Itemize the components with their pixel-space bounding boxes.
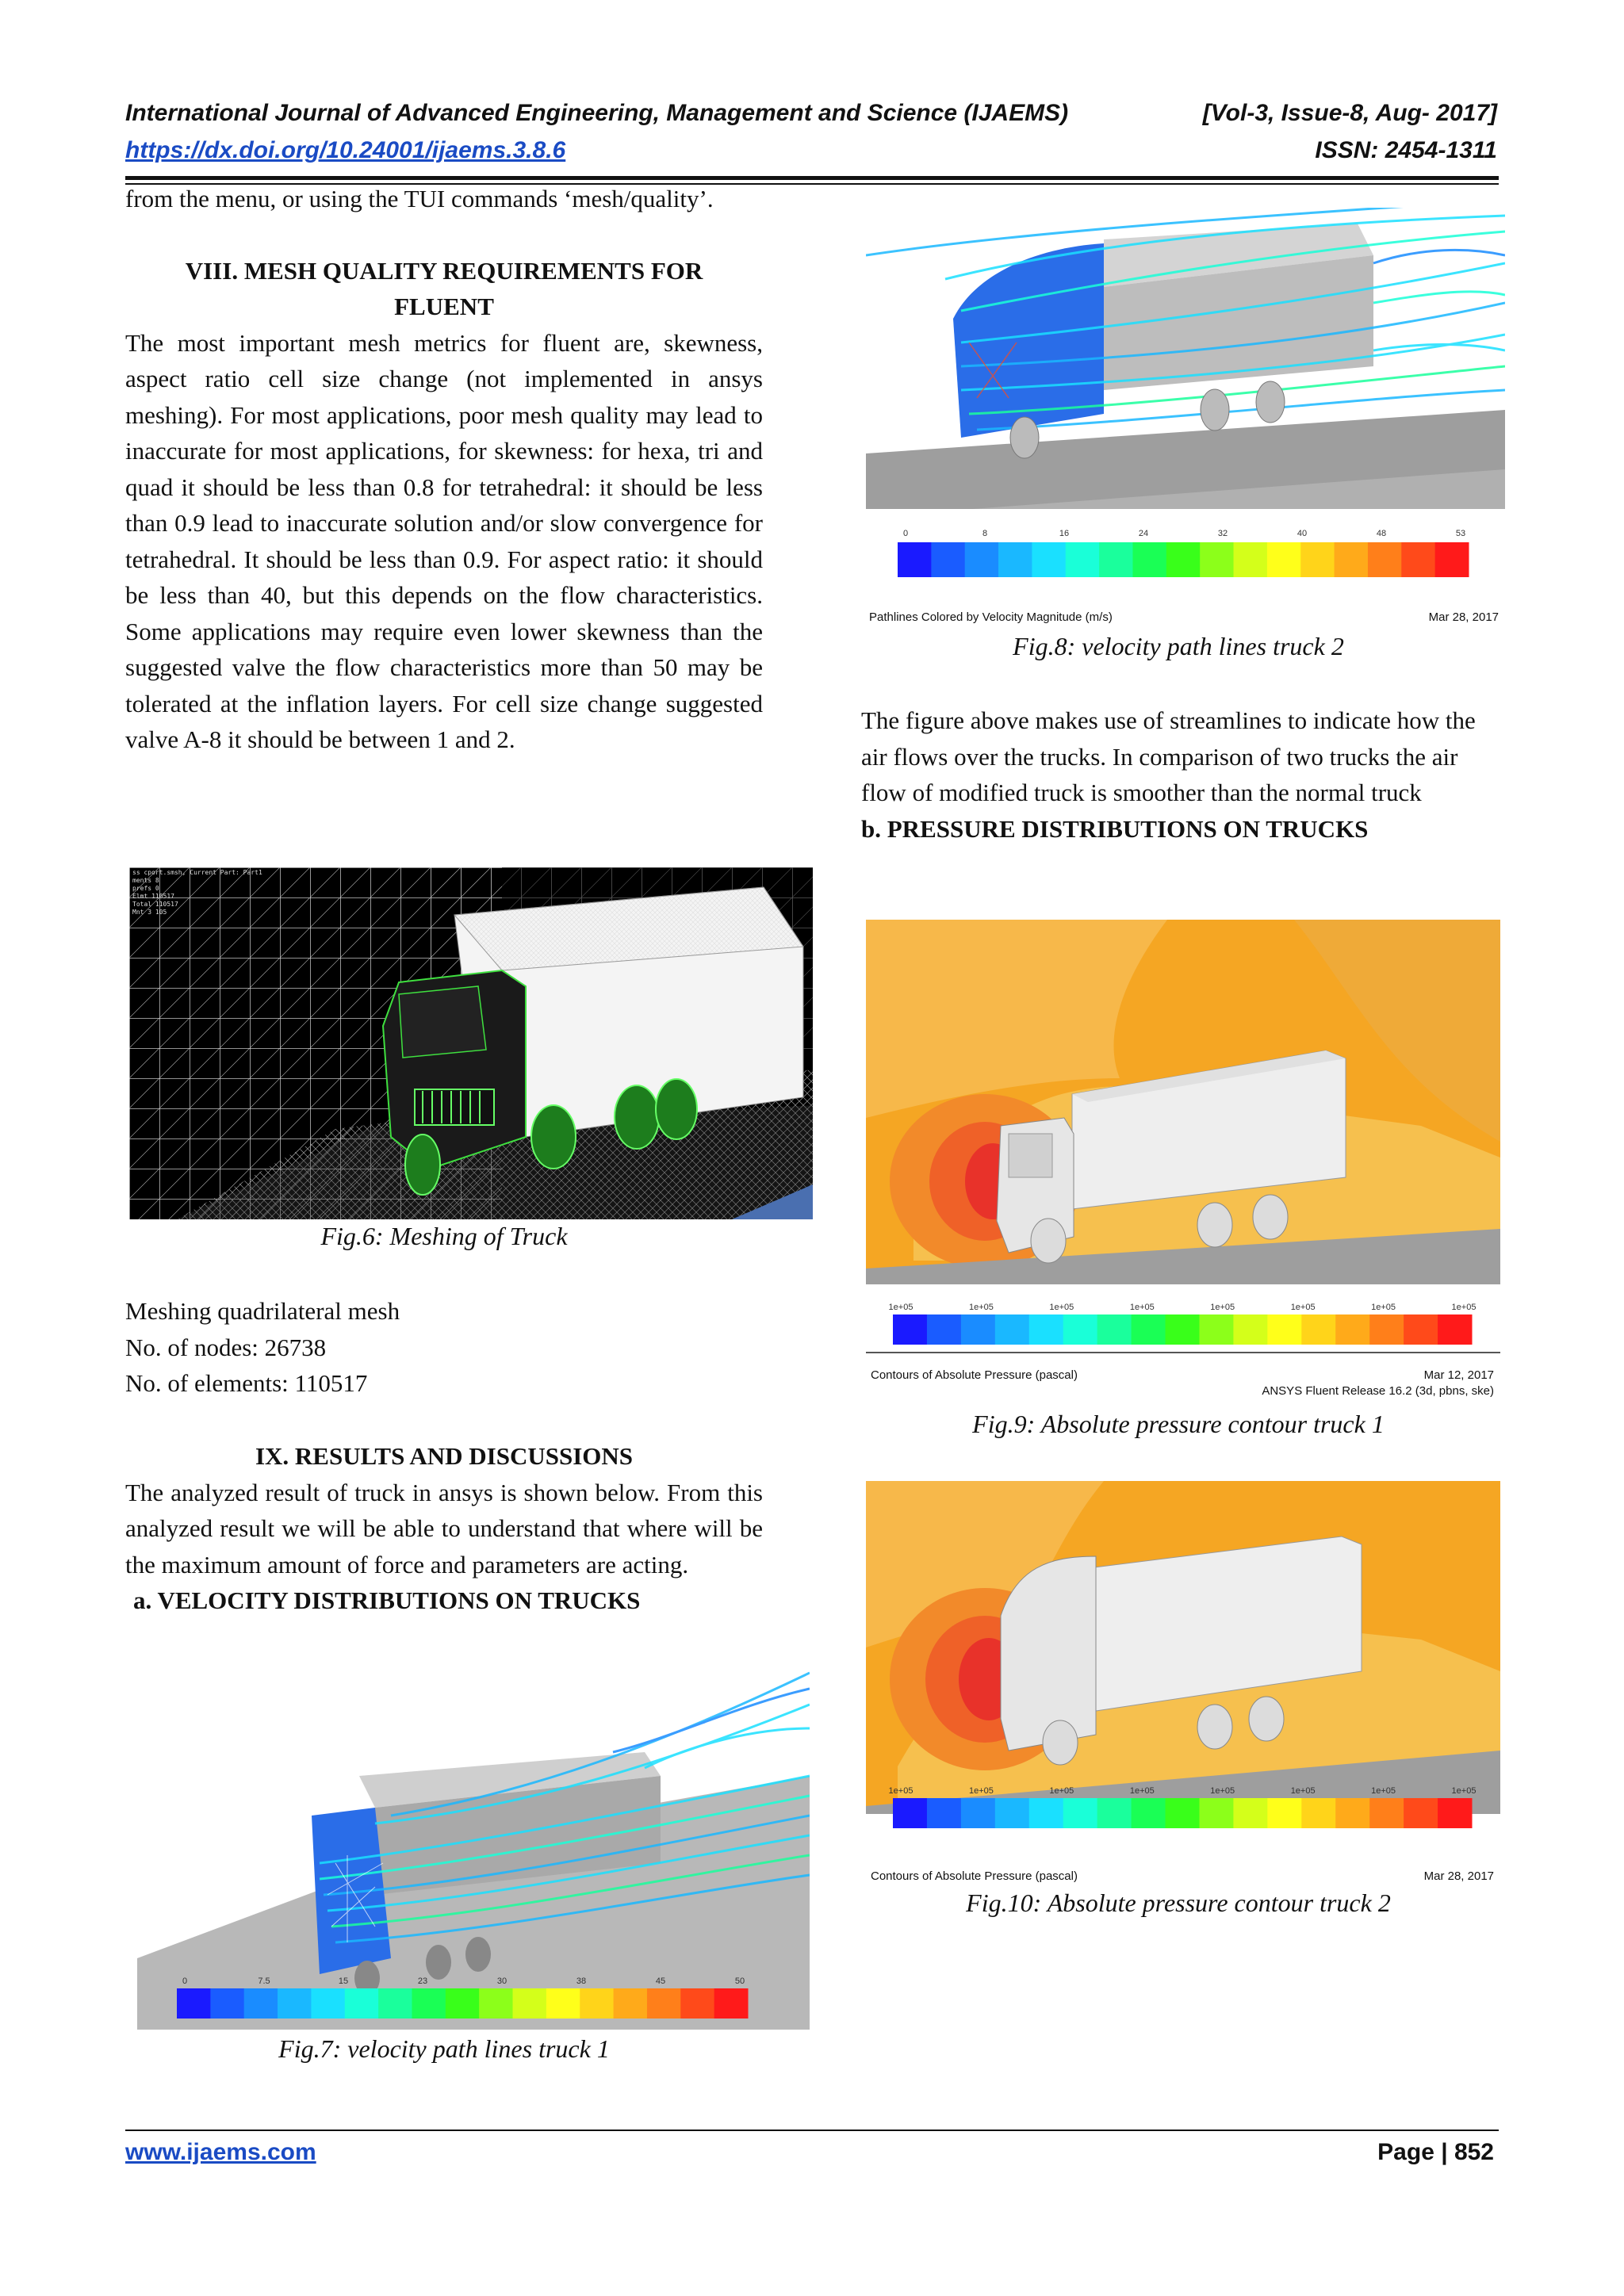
colorbar-segment — [614, 1988, 648, 2019]
colorbar-tick-label: 0 — [902, 529, 909, 538]
figure-8-velocity — [866, 208, 1505, 636]
colorbar-tick-label: 1e+05 — [1290, 1786, 1316, 1796]
colorbar-segment — [1438, 1314, 1472, 1345]
node-count: No. of nodes: 26738 — [125, 1333, 327, 1361]
colorbar-fig9 — [877, 1300, 1496, 1356]
colorbar-segment — [995, 1314, 1029, 1345]
colorbar-tick-label: 1e+05 — [1451, 1786, 1477, 1796]
colorbar-segment — [1200, 542, 1234, 577]
colorbar-segment — [1132, 1798, 1166, 1828]
colorbar-tick-label: 1e+05 — [1451, 1303, 1477, 1312]
colorbar-tick-label: 7.5 — [258, 1976, 270, 1986]
colorbar-segment — [1132, 542, 1166, 577]
colorbar-tick-label: 50 — [734, 1976, 745, 1986]
colorbar-segment — [1335, 1314, 1369, 1345]
figure-9-pressure — [866, 920, 1500, 1405]
colorbar-segment — [998, 542, 1032, 577]
colorbar-segment — [378, 1988, 412, 2019]
colorbar-segment — [1401, 542, 1435, 577]
colorbar-tick-label: 24 — [1138, 529, 1149, 538]
colorbar-segment — [513, 1988, 547, 2019]
console-line: ments 8 — [132, 877, 159, 884]
colorbar-segment — [1267, 542, 1301, 577]
colorbar-tick-label: 32 — [1217, 529, 1228, 538]
colorbar-tick-label: 40 — [1297, 529, 1308, 538]
right-text-streamlines — [861, 702, 1496, 847]
colorbar-segment — [1132, 1314, 1166, 1345]
mesh-stats — [125, 1293, 763, 1402]
figure-9-caption: Fig.9: Absolute pressure contour truck 1 — [972, 1410, 1385, 1438]
colorbar-segment — [961, 1798, 995, 1828]
colorbar-tick-label: 30 — [496, 1976, 508, 1986]
colorbar-segment — [1199, 1798, 1233, 1828]
figure-6-mesh — [129, 867, 813, 1219]
colorbar-tick-label: 1e+05 — [1049, 1303, 1074, 1312]
fig10-footer-right: Mar 28, 2017 — [1423, 1869, 1494, 1883]
colorbar-tick-label: 16 — [1059, 529, 1070, 538]
colorbar-tick-label: 48 — [1376, 529, 1387, 538]
colorbar-tick-label: 1e+05 — [1210, 1786, 1235, 1796]
intro-paragraph: from the menu, or using the TUI commands ‘mesh/quality’. — [125, 185, 714, 212]
mesh-render — [129, 867, 813, 1219]
website-link[interactable]: www.ijaems.com — [125, 2139, 316, 2165]
colorbar-segment — [1099, 542, 1133, 577]
colorbar-segment — [1234, 542, 1268, 577]
colorbar-segment — [1029, 1314, 1063, 1345]
colorbar-tick-label: 23 — [417, 1976, 428, 1986]
colorbar-tick-label: 1e+05 — [1129, 1303, 1155, 1312]
colorbar-tick-label: 1e+05 — [1371, 1786, 1396, 1796]
velocity-render-2 — [866, 208, 1505, 509]
colorbar-segment — [1233, 1314, 1267, 1345]
colorbar-segment — [1199, 1314, 1233, 1345]
fig9-footer-date: Mar 12, 2017 — [1423, 1368, 1494, 1382]
colorbar-fig8 — [882, 525, 1484, 588]
colorbar-segment — [647, 1988, 681, 2019]
colorbar-segment — [546, 1988, 580, 2019]
colorbar-segment — [1063, 1314, 1097, 1345]
colorbar-segment — [1404, 1314, 1438, 1345]
issn: ISSN: 2454-1311 — [1315, 137, 1497, 163]
colorbar-segment — [1335, 542, 1369, 577]
colorbar-tick-label: 1e+05 — [968, 1303, 994, 1312]
colorbar-segment — [412, 1988, 446, 2019]
colorbar-segment — [714, 1988, 749, 2019]
colorbar-segment — [446, 1988, 480, 2019]
header-rule — [125, 176, 1499, 180]
mesh-type: Meshing quadrilateral mesh — [125, 1297, 400, 1325]
colorbar-segment — [965, 542, 999, 577]
console-line: Total 110517 — [132, 901, 178, 908]
colorbar-segment — [177, 1988, 211, 2019]
colorbar-tick-label: 1e+05 — [888, 1786, 914, 1796]
fig9-footer-rule — [866, 1352, 1500, 1353]
section-9-heading: IX. RESULTS AND DISCUSSIONS — [255, 1442, 634, 1470]
journal-title: International Journal of Advanced Engineering, Management and Science (IJAEMS) — [125, 100, 1069, 126]
footer-rule — [125, 2130, 1499, 2131]
colorbar-segment — [1063, 1798, 1097, 1828]
colorbar-segment — [1335, 1798, 1369, 1828]
colorbar-segment — [1267, 1798, 1301, 1828]
colorbar-segment — [1166, 1314, 1200, 1345]
colorbar-segment — [479, 1988, 513, 2019]
colorbar-segment — [1369, 1798, 1404, 1828]
colorbar-fig10 — [877, 1784, 1496, 1839]
colorbar-segment — [1097, 1798, 1132, 1828]
colorbar-fig7 — [169, 1974, 772, 2022]
left-text-results — [125, 1438, 763, 1619]
colorbar-segment — [961, 1314, 995, 1345]
pressure-render-2 — [866, 1481, 1500, 1814]
console-line: Mnt 3 105 — [132, 909, 167, 916]
colorbar-segment — [1301, 1798, 1335, 1828]
colorbar-segment — [1438, 1798, 1472, 1828]
colorbar-segment — [1267, 1314, 1301, 1345]
fig10-footer-left: Contours of Absolute Pressure (pascal) — [871, 1869, 1078, 1883]
colorbar-tick-label: 45 — [655, 1976, 666, 1986]
left-text-top — [125, 181, 763, 758]
colorbar-segment — [278, 1988, 312, 2019]
colorbar-segment — [244, 1988, 278, 2019]
figure-10-caption: Fig.10: Absolute pressure contour truck 2 — [966, 1888, 1391, 1917]
colorbar-tick-label: 38 — [576, 1976, 587, 1986]
colorbar-segment — [580, 1988, 614, 2019]
section-8-body: The most important mesh metrics for fluent are, skewness, aspect ratio cell size change (not implemented in ansys meshing). For most applications, poor mesh quality may lead to inaccurate for most applications, for skewness: for hexa, tri and quad it should be less than 0.8 for tetrahedral: it should be less than 0.9 lead to inaccurate solution and/or slow convergence for tetrahedral. It should be less than 0.9. For aspect ratio: it should be less than 40, but this depends on the flow characteristics. Some applications may require even lower skewness than the suggested valve the flow characteristics more than 50 may be tolerated at the inflation layers. For cell size change suggested valve A-8 it should be between 1 and 2. — [125, 328, 763, 753]
fig9-footer-release: ANSYS Fluent Release 16.2 (3d, pbns, ske) — [1262, 1384, 1494, 1398]
section-8-heading: VIII. MESH QUALITY REQUIREMENTS FOR FLUENT — [185, 256, 703, 320]
figure-10-pressure — [866, 1481, 1500, 1885]
mesh-console — [132, 869, 262, 916]
colorbar-tick-label: 8 — [982, 529, 988, 538]
element-count: No. of elements: 110517 — [125, 1369, 368, 1397]
colorbar-tick-label: 1e+05 — [1371, 1303, 1396, 1312]
colorbar-segment — [345, 1988, 379, 2019]
streamline-paragraph: The figure above makes use of streamlines to indicate how the air flows over the trucks. In comparison of two trucks the air flow of modified truck is smoother than the normal truck — [861, 706, 1476, 806]
subsection-b-heading: b. PRESSURE DISTRIBUTIONS ON TRUCKS — [861, 814, 1369, 843]
colorbar-segment — [1368, 542, 1402, 577]
colorbar-tick-label: 15 — [338, 1976, 349, 1986]
colorbar-segment — [1029, 1798, 1063, 1828]
colorbar-segment — [1097, 1314, 1132, 1345]
colorbar-segment — [1166, 542, 1201, 577]
section-9-body: The analyzed result of truck in ansys is shown below. From this analyzed result we will be able to understand that where will be the maximum amount of force and parameters are acting. — [125, 1478, 763, 1578]
colorbar-segment — [1233, 1798, 1267, 1828]
figure-6-caption: Fig.6: Meshing of Truck — [320, 1222, 568, 1250]
doi-link[interactable]: https://dx.doi.org/10.24001/ijaems.3.8.6 — [125, 137, 566, 163]
colorbar-segment — [893, 1314, 927, 1345]
subsection-a-heading: a. VELOCITY DISTRIBUTIONS ON TRUCKS — [133, 1586, 641, 1614]
colorbar-segment — [1166, 1798, 1200, 1828]
colorbar-tick-label: 1e+05 — [1290, 1303, 1316, 1312]
colorbar-segment — [1369, 1314, 1404, 1345]
fig8-footer-right: Mar 28, 2017 — [1428, 610, 1499, 624]
colorbar-segment — [1435, 542, 1469, 577]
console-line: ss cport.smsh, Current Part: Part1 — [132, 869, 262, 876]
colorbar-segment — [898, 542, 932, 577]
colorbar-segment — [927, 1798, 961, 1828]
colorbar-segment — [680, 1988, 714, 2019]
fig8-footer-left: Pathlines Colored by Velocity Magnitude (m/s) — [869, 610, 1113, 624]
colorbar-tick-label: 1e+05 — [1129, 1786, 1155, 1796]
colorbar-tick-label: 1e+05 — [968, 1786, 994, 1796]
console-line: Elmt 110517 — [132, 893, 174, 900]
colorbar-segment — [1404, 1798, 1438, 1828]
colorbar-segment — [1032, 542, 1066, 577]
colorbar-tick-label: 1e+05 — [1049, 1786, 1074, 1796]
colorbar-segment — [931, 542, 965, 577]
pressure-render-1 — [866, 920, 1500, 1284]
figure-7-velocity — [137, 1657, 810, 2030]
fig9-footer-left: Contours of Absolute Pressure (pascal) — [871, 1368, 1078, 1382]
colorbar-segment — [210, 1988, 244, 2019]
colorbar-segment — [1066, 542, 1100, 577]
page-number: Page | 852 — [1377, 2139, 1494, 2165]
colorbar-segment — [995, 1798, 1029, 1828]
colorbar-tick-label: 1e+05 — [888, 1303, 914, 1312]
colorbar-segment — [311, 1988, 345, 2019]
colorbar-segment — [1300, 542, 1335, 577]
colorbar-segment — [927, 1314, 961, 1345]
colorbar-tick-label: 0 — [182, 1976, 188, 1986]
figure-8-caption: Fig.8: velocity path lines truck 2 — [1013, 632, 1344, 660]
console-line: prefs 0 — [132, 885, 159, 892]
volume-info: [Vol-3, Issue-8, Aug- 2017] — [1202, 100, 1497, 126]
colorbar-tick-label: 53 — [1455, 529, 1466, 538]
colorbar-segment — [1301, 1314, 1335, 1345]
colorbar-tick-label: 1e+05 — [1210, 1303, 1235, 1312]
colorbar-segment — [893, 1798, 927, 1828]
figure-7-caption: Fig.7: velocity path lines truck 1 — [278, 2034, 610, 2063]
